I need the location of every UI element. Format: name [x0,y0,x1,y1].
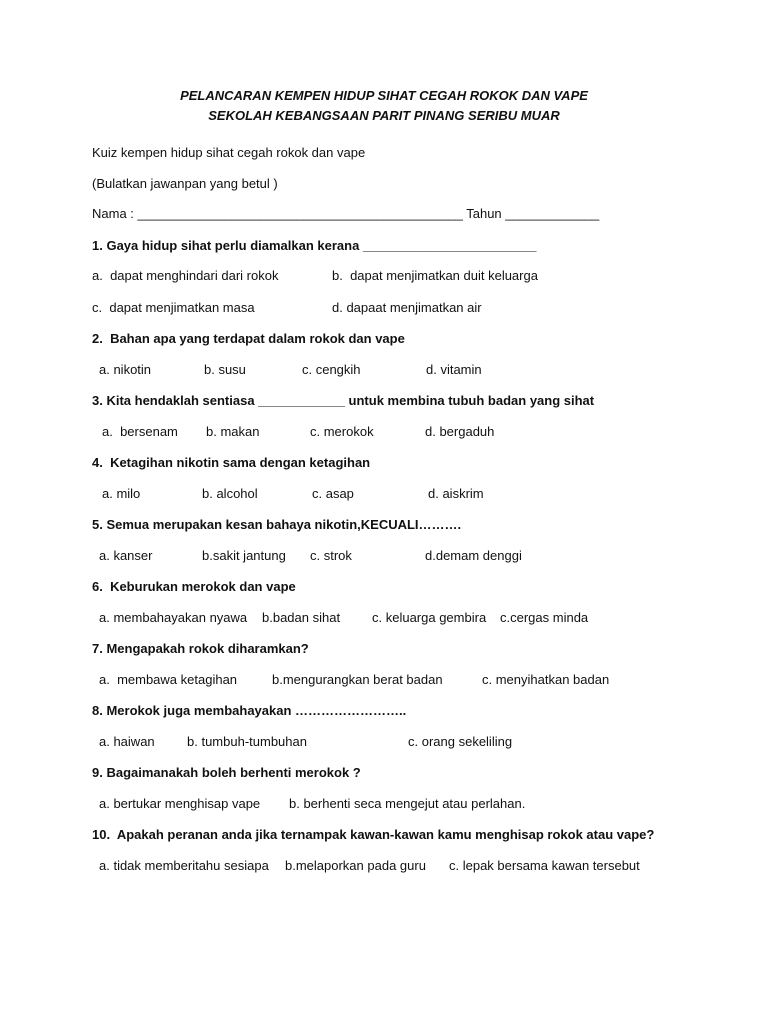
header-title-line2: SEKOLAH KEBANGSAAN PARIT PINANG SERIBU MUAR [208,108,560,123]
question-3: 3. Kita hendaklah sentiasa ____________ untuk membina tubuh badan yang sihat [92,393,595,408]
q7-option-c: c. menyihatkan badan [482,672,610,687]
question-10: 10. Apakah peranan anda jika ternampak kawan-kawan kamu menghisap rokok atau vape? [92,827,655,842]
name-year-line: Nama : _____________________________________________ Tahun _____________ [92,206,600,221]
q3-option-b: b. makan [206,424,260,439]
q10-option-c: c. lepak bersama kawan tersebut [449,858,640,873]
q10-option-a: a. tidak memberitahu sesiapa [99,858,269,873]
q8-option-c: c. orang sekeliling [408,734,513,749]
q6-option-d: c.cergas minda [500,610,589,625]
q5-option-b: b.sakit jantung [202,548,286,563]
q5-option-c: c. strok [310,548,352,563]
quiz-subtitle: Kuiz kempen hidup sihat cegah rokok dan vape [92,145,366,160]
q10-option-b: b.melaporkan pada guru [285,858,426,873]
question-5: 5. Semua merupakan kesan bahaya nikotin,KECUALI………. [92,517,462,532]
q9-option-a: a. bertukar menghisap vape [99,796,261,811]
q5-option-a: a. kanser [99,548,153,563]
question-1: 1. Gaya hidup sihat perlu diamalkan kerana ________________________ [92,238,537,253]
q3-option-a: a. bersenam [102,424,178,439]
header-title-line1: PELANCARAN KEMPEN HIDUP SIHAT CEGAH ROKOK DAN VAPE [180,88,588,103]
q5-option-d: d.demam denggi [425,548,522,563]
q3-option-d: d. bergaduh [425,424,495,439]
question-9: 9. Bagaimanakah boleh berhenti merokok ? [92,765,361,780]
question-6: 6. Keburukan merokok dan vape [92,579,296,594]
q6-option-a: a. membahayakan nyawa [99,610,248,625]
question-8: 8. Merokok juga membahayakan …………………….. [92,703,407,718]
q8-option-a: a. haiwan [99,734,155,749]
q4-option-a: a. milo [102,486,141,501]
q6-option-b: b.badan sihat [262,610,341,625]
question-2: 2. Bahan apa yang terdapat dalam rokok dan vape [92,331,405,346]
q7-option-a: a. membawa ketagihan [99,672,238,687]
q2-option-b: b. susu [204,362,246,377]
q4-option-b: b. alcohol [202,486,258,501]
q9-option-b: b. berhenti seca mengejut atau perlahan. [289,796,526,811]
instruction-text: (Bulatkan jawanpan yang betul ) [92,176,278,191]
q4-option-c: c. asap [312,486,354,501]
q1-option-a: a. dapat menghindari dari rokok [92,268,279,283]
question-4: 4. Ketagihan nikotin sama dengan ketagihan [92,455,371,470]
q1-option-d: d. dapaat menjimatkan air [332,300,482,315]
q6-option-c: c. keluarga gembira [372,610,487,625]
q2-option-c: c. cengkih [302,362,361,377]
q2-option-a: a. nikotin [99,362,152,377]
q4-option-d: d. aiskrim [428,486,484,501]
question-7: 7. Mengapakah rokok diharamkan? [92,641,309,656]
q3-option-c: c. merokok [310,424,374,439]
q1-option-c: c. dapat menjimatkan masa [92,300,255,315]
q8-option-b: b. tumbuh-tumbuhan [187,734,307,749]
q7-option-b: b.mengurangkan berat badan [272,672,443,687]
q2-option-d: d. vitamin [426,362,482,377]
q1-option-b: b. dapat menjimatkan duit keluarga [332,268,538,283]
